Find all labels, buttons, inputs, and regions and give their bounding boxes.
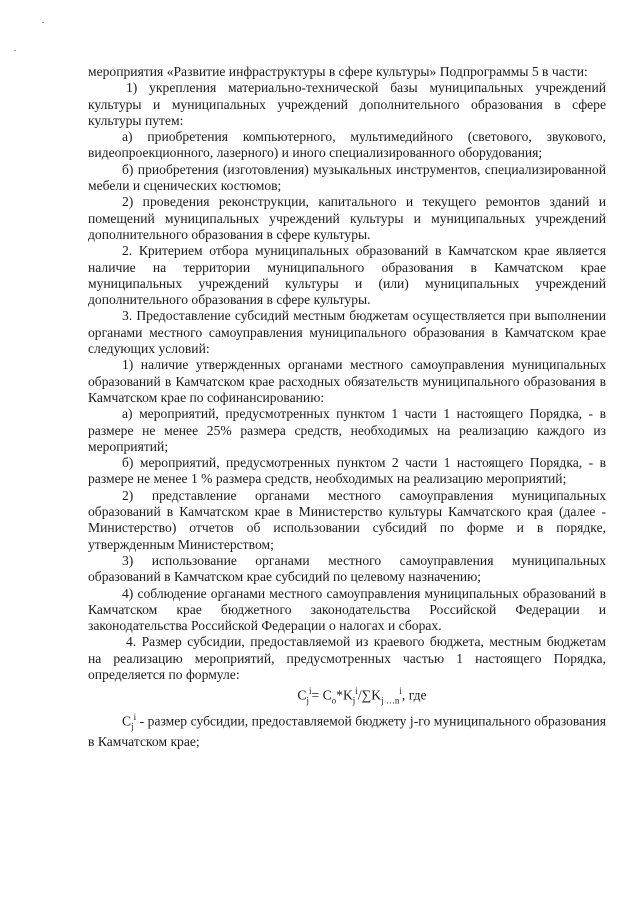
paragraph: б) мероприятий, предусмотренных пунктом 2 части 1 настоящего Порядка, - в размере не менее 1 % размера средств, необходимых на реализацию мероприятий; xyxy=(88,455,606,487)
paragraph: 2) представление органами местного самоуправления муниципальных образований в Камчатском крае в Министерство культуры Камчатского края (далее - Министерство) отчетов об использовании субсидий по форме и в порядке, утвержденным Министерством; xyxy=(88,487,606,552)
formula-div: /∑K xyxy=(357,687,382,703)
paragraph: 4) соблюдение органами местного самоуправления муниципальных образований в Камчатском крае бюджетного законодательства Российской Федерации и законодательства Российской Федерации о налогах и сборах. xyxy=(88,585,606,634)
definition-symbol-sup: i xyxy=(133,711,137,722)
formula-lhs: C xyxy=(297,687,307,703)
paragraph: 3) использование органами местного самоуправления муниципальных образований в Камчатском крае субсидий по целевому назначению; xyxy=(88,552,606,585)
scan-speck xyxy=(42,22,44,23)
paragraph: 1) укрепления материально-технической базы муниципальных учреждений культуры и муниципальных учреждений дополнительного образования в сфере культуры путем: xyxy=(88,80,606,128)
formula-c-sub: o xyxy=(331,695,337,706)
formula-lhs-sub: j xyxy=(306,695,310,706)
document-page xyxy=(88,64,606,751)
formula-eq: = C xyxy=(311,687,332,703)
formula-mult: *K xyxy=(336,687,353,703)
formula-tail: , где xyxy=(401,687,427,703)
definition-symbol-sub: j xyxy=(131,721,134,732)
paragraph: а) приобретения компьютерного, мультимедийного (светового, звукового, видеопроекционного, лазерного) и иного специализированного оборудования; xyxy=(88,129,606,161)
formula-k-sup: i xyxy=(355,686,358,697)
paragraph: 2. Критерием отбора муниципальных образований в Камчатском крае является наличие на территории муниципального образования в Камчатском крае муниципальных учреждений культуры и (или) муниципальных учреждений дополнительного образования в сфере культуры. xyxy=(88,243,606,308)
scan-speck xyxy=(14,50,16,51)
paragraph: мероприятия «Развитие инфраструктуры в сфере культуры» Подпрограммы 5 в части: xyxy=(88,64,588,79)
paragraph: а) мероприятий, предусмотренных пунктом 1 части 1 настоящего Порядка, - в размере не менее 25% размера средств, необходимых на реализацию каждого из мероприятий; xyxy=(88,406,606,454)
paragraph: 3. Предоставление субсидий местным бюджетам осуществляется при выполнении органами местного самоуправления муниципального образования в Камчатском крае следующих условий: xyxy=(88,308,606,357)
definition-text: - размер субсидии, предоставляемой бюджету j-го муниципального образования в Камчатском крае; xyxy=(88,713,606,750)
formula-sum-sub: j …n xyxy=(381,695,400,706)
paragraph: 4. Размер субсидии, предоставляемой из краевого бюджета, местным бюджетам на реализацию мероприятий, предусмотренных частью 1 настоящего Порядка, определяется по формуле: xyxy=(88,634,606,682)
paragraph: 1) наличие утвержденных органами местного самоуправления муниципальных образований в Камчатском крае расходных обязательств муниципального образования в Камчатском крае по софинансированию: xyxy=(88,357,606,405)
paragraph: б) приобретения (изготовления) музыкальных инструментов, специализированной мебели и сценических костюмов; xyxy=(88,161,606,194)
paragraph: 2) проведения реконструкции, капитального и текущего ремонтов зданий и помещений муниципальных учреждений культуры и муниципальных учреждений дополнительного образования в сфере культуры. xyxy=(88,194,606,242)
definition-paragraph xyxy=(88,709,606,751)
formula-lhs-sup: i xyxy=(309,686,312,697)
formula-k-sub: j xyxy=(352,695,356,706)
formula-sum-sup: i xyxy=(399,686,402,697)
definition-symbol: C xyxy=(122,713,132,729)
subsidy-formula xyxy=(88,683,606,709)
